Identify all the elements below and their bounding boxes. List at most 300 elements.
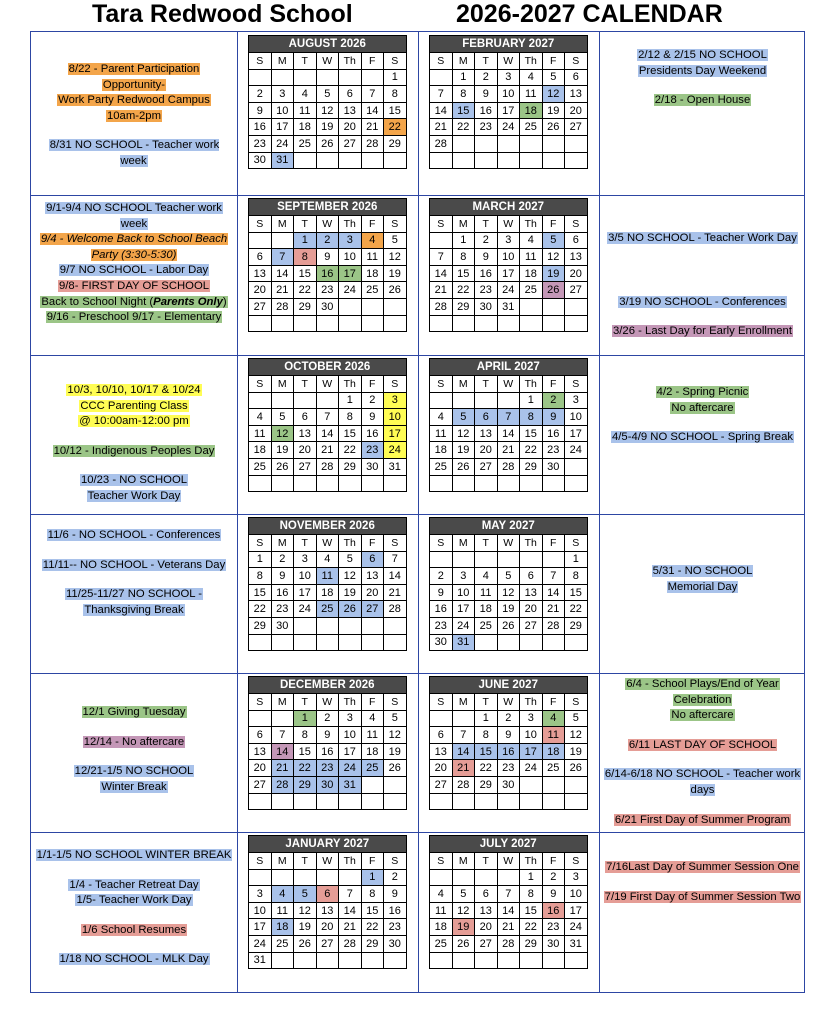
empty-cell — [339, 69, 362, 86]
empty-cell — [384, 152, 407, 169]
day-cell: 5 — [452, 886, 475, 903]
column-divider — [599, 32, 600, 992]
day-cell: 4 — [520, 232, 543, 249]
weekday-header: F — [542, 216, 565, 233]
weekday-header: F — [361, 53, 384, 70]
event-note-line: 11/25-11/27 NO SCHOOL - — [65, 588, 203, 601]
empty-cell — [475, 135, 498, 152]
weekday-header: S — [565, 376, 588, 393]
left-notes-panel — [35, 383, 233, 519]
empty-cell — [249, 69, 272, 86]
empty-cell — [475, 551, 498, 568]
empty-cell — [316, 793, 339, 810]
day-cell: 30 — [361, 458, 384, 475]
day-cell: 20 — [361, 584, 384, 601]
weekday-header: S — [384, 376, 407, 393]
right-notes-panel — [603, 677, 802, 842]
empty-cell — [452, 869, 475, 886]
empty-cell — [249, 475, 272, 492]
day-cell: 22 — [565, 601, 588, 618]
day-cell: 30 — [316, 776, 339, 793]
month-calendar — [248, 676, 407, 810]
weekday-header: S — [430, 216, 453, 233]
day-cell: 13 — [249, 265, 272, 282]
weekday-header: F — [361, 694, 384, 711]
day-cell: 8 — [520, 409, 543, 426]
day-cell: 9 — [542, 886, 565, 903]
day-cell: 3 — [271, 86, 294, 103]
empty-cell — [339, 475, 362, 492]
empty-cell — [452, 793, 475, 810]
day-cell: 17 — [497, 265, 520, 282]
day-cell: 11 — [361, 727, 384, 744]
day-cell: 13 — [520, 584, 543, 601]
day-cell: 20 — [520, 601, 543, 618]
day-cell: 17 — [565, 902, 588, 919]
empty-cell — [565, 315, 588, 332]
day-cell: 15 — [520, 902, 543, 919]
day-cell: 18 — [361, 743, 384, 760]
column-divider — [418, 32, 419, 992]
event-note-line: Presidents Day Weekend — [638, 64, 767, 77]
event-note-line: 3/5 NO SCHOOL - Teacher Work Day — [608, 232, 797, 244]
day-cell: 17 — [339, 265, 362, 282]
event-note-line: 9/7 NO SCHOOL - Labor Day — [59, 264, 209, 277]
day-cell: 27 — [475, 935, 498, 952]
empty-cell — [294, 793, 317, 810]
day-cell: 21 — [497, 919, 520, 936]
empty-cell — [384, 617, 407, 634]
day-cell: 8 — [520, 886, 543, 903]
day-cell: 22 — [452, 119, 475, 136]
day-cell: 27 — [430, 776, 453, 793]
day-cell: 5 — [339, 551, 362, 568]
day-cell: 12 — [384, 249, 407, 266]
day-cell: 21 — [430, 119, 453, 136]
calendar-grid — [30, 31, 805, 993]
day-cell: 5 — [565, 710, 588, 727]
day-cell: 18 — [294, 119, 317, 136]
day-cell: 10 — [249, 902, 272, 919]
event-note-line: Thanksgiving Break — [84, 603, 184, 616]
empty-cell — [249, 793, 272, 810]
month-calendar — [248, 35, 407, 169]
day-cell: 22 — [520, 919, 543, 936]
day-cell: 1 — [249, 551, 272, 568]
day-cell: 22 — [452, 282, 475, 299]
day-cell: 9 — [384, 886, 407, 903]
event-note — [35, 138, 233, 169]
weekday-header: T — [294, 376, 317, 393]
day-cell: 19 — [339, 584, 362, 601]
event-note-line: 6/14-6/18 NO SCHOOL - Teacher work — [604, 768, 801, 781]
day-cell: 24 — [497, 119, 520, 136]
event-note — [605, 860, 800, 876]
day-cell: 17 — [294, 584, 317, 601]
day-cell: 9 — [249, 102, 272, 119]
day-cell: 3 — [339, 232, 362, 249]
day-cell: 20 — [430, 760, 453, 777]
day-cell: 18 — [520, 265, 543, 282]
day-cell: 12 — [542, 86, 565, 103]
day-cell: 7 — [497, 886, 520, 903]
day-cell: 17 — [249, 919, 272, 936]
day-cell: 19 — [452, 919, 475, 936]
weekday-header: S — [565, 53, 588, 70]
weekday-header: Th — [339, 535, 362, 552]
day-cell: 29 — [384, 135, 407, 152]
weekday-header: Th — [520, 376, 543, 393]
event-note-line: 4/2 - Spring Picnic — [656, 386, 749, 398]
day-cell: 5 — [542, 232, 565, 249]
day-cell: 24 — [497, 282, 520, 299]
empty-cell — [339, 298, 362, 315]
day-cell: 9 — [430, 584, 453, 601]
day-cell: 14 — [271, 265, 294, 282]
empty-cell — [271, 793, 294, 810]
empty-cell — [249, 634, 272, 651]
empty-cell — [361, 315, 384, 332]
day-cell: 23 — [249, 135, 272, 152]
event-note — [57, 62, 211, 124]
day-cell: 18 — [271, 919, 294, 936]
day-cell: 29 — [294, 298, 317, 315]
day-cell: 1 — [520, 392, 543, 409]
day-cell: 7 — [497, 409, 520, 426]
month-title: NOVEMBER 2026 — [248, 517, 407, 534]
left-notes-panel — [35, 201, 233, 326]
day-cell: 23 — [475, 282, 498, 299]
empty-cell — [542, 551, 565, 568]
day-cell: 12 — [452, 902, 475, 919]
day-cell: 7 — [430, 249, 453, 266]
event-note — [36, 848, 233, 864]
weekday-header: T — [294, 853, 317, 870]
day-cell: 6 — [249, 249, 272, 266]
day-cell: 15 — [475, 743, 498, 760]
empty-cell — [452, 475, 475, 492]
weekday-header: S — [384, 53, 407, 70]
day-cell: 16 — [271, 584, 294, 601]
empty-cell — [316, 152, 339, 169]
day-cell: 19 — [384, 265, 407, 282]
row-divider — [31, 195, 804, 196]
day-cell: 29 — [520, 458, 543, 475]
day-cell: 23 — [497, 760, 520, 777]
day-cell: 4 — [520, 69, 543, 86]
day-cell: 26 — [384, 282, 407, 299]
day-cell: 8 — [475, 727, 498, 744]
event-note-line: Back to School Night (Parents Only) — [41, 295, 227, 308]
day-cell: 2 — [249, 86, 272, 103]
empty-cell — [384, 952, 407, 969]
month-calendar — [429, 35, 588, 169]
empty-cell — [316, 617, 339, 634]
empty-cell — [475, 152, 498, 169]
month-title: AUGUST 2026 — [248, 35, 407, 52]
day-cell: 4 — [361, 710, 384, 727]
day-cell: 28 — [430, 298, 453, 315]
day-cell: 18 — [542, 743, 565, 760]
day-cell: 21 — [497, 442, 520, 459]
day-cell: 2 — [316, 232, 339, 249]
event-note-line: 10/3, 10/10, 10/17 & 10/24 — [67, 384, 201, 396]
day-cell: 22 — [339, 442, 362, 459]
weekday-header: T — [475, 376, 498, 393]
empty-cell — [452, 135, 475, 152]
empty-cell — [294, 392, 317, 409]
right-notes-panel — [603, 564, 802, 609]
empty-cell — [249, 315, 272, 332]
day-cell: 11 — [249, 425, 272, 442]
day-cell: 1 — [520, 869, 543, 886]
month-title: JUNE 2027 — [429, 676, 588, 693]
day-cell: 15 — [520, 425, 543, 442]
day-cell: 5 — [316, 86, 339, 103]
day-cell: 14 — [452, 743, 475, 760]
day-cell: 19 — [452, 442, 475, 459]
empty-cell — [565, 952, 588, 969]
day-cell: 8 — [452, 249, 475, 266]
day-cell: 4 — [430, 409, 453, 426]
empty-cell — [430, 392, 453, 409]
empty-cell — [430, 152, 453, 169]
day-cell: 12 — [452, 425, 475, 442]
day-cell: 23 — [430, 617, 453, 634]
day-cell: 21 — [316, 442, 339, 459]
weekday-header: Th — [520, 853, 543, 870]
empty-cell — [294, 634, 317, 651]
month-title: OCTOBER 2026 — [248, 358, 407, 375]
day-cell: 3 — [565, 869, 588, 886]
empty-cell — [316, 69, 339, 86]
day-cell: 27 — [361, 601, 384, 618]
day-cell: 24 — [565, 919, 588, 936]
day-cell: 13 — [339, 102, 362, 119]
day-cell: 27 — [475, 458, 498, 475]
day-cell: 27 — [520, 617, 543, 634]
empty-cell — [497, 869, 520, 886]
empty-cell — [475, 315, 498, 332]
empty-cell — [384, 793, 407, 810]
empty-cell — [294, 152, 317, 169]
day-cell: 25 — [361, 282, 384, 299]
day-cell: 19 — [542, 102, 565, 119]
event-note-line: CCC Parenting Class — [80, 399, 188, 412]
day-cell: 19 — [565, 743, 588, 760]
event-note-line: 1/1-1/5 NO SCHOOL WINTER BREAK — [36, 849, 232, 861]
right-notes-panel — [603, 48, 802, 123]
month-calendar — [248, 517, 407, 651]
weekday-header: M — [271, 694, 294, 711]
day-cell: 16 — [316, 265, 339, 282]
day-cell: 1 — [384, 69, 407, 86]
empty-cell — [430, 793, 453, 810]
day-cell: 8 — [384, 86, 407, 103]
day-cell: 11 — [520, 86, 543, 103]
day-cell: 21 — [430, 282, 453, 299]
day-cell: 30 — [542, 458, 565, 475]
day-cell: 25 — [316, 601, 339, 618]
day-cell: 5 — [497, 568, 520, 585]
empty-cell — [384, 315, 407, 332]
day-cell: 28 — [497, 935, 520, 952]
day-cell: 25 — [294, 135, 317, 152]
empty-cell — [384, 475, 407, 492]
day-cell: 19 — [294, 919, 317, 936]
empty-cell — [542, 793, 565, 810]
day-cell: 13 — [475, 425, 498, 442]
day-cell: 20 — [565, 102, 588, 119]
day-cell: 13 — [565, 86, 588, 103]
event-note-line: 2/18 - Open House — [654, 94, 751, 107]
right-notes-panel — [603, 860, 802, 919]
weekday-header: F — [361, 376, 384, 393]
day-cell: 2 — [475, 69, 498, 86]
empty-cell — [497, 152, 520, 169]
day-cell: 17 — [497, 102, 520, 119]
day-cell: 30 — [497, 776, 520, 793]
day-cell: 14 — [497, 425, 520, 442]
weekday-header: T — [294, 535, 317, 552]
day-cell: 19 — [384, 743, 407, 760]
event-note — [59, 263, 209, 279]
empty-cell — [249, 710, 272, 727]
day-cell: 28 — [316, 458, 339, 475]
empty-cell — [361, 617, 384, 634]
event-note-line: 6/21 First Day of Summer Program — [614, 813, 791, 826]
day-cell: 6 — [565, 69, 588, 86]
empty-cell — [565, 135, 588, 152]
day-cell: 10 — [294, 568, 317, 585]
day-cell: 15 — [294, 265, 317, 282]
empty-cell — [452, 152, 475, 169]
weekday-header: M — [452, 216, 475, 233]
event-note — [47, 528, 222, 544]
day-cell: 2 — [430, 568, 453, 585]
day-cell: 4 — [542, 710, 565, 727]
left-notes-panel — [35, 848, 233, 982]
event-note — [45, 201, 223, 232]
day-cell: 13 — [430, 743, 453, 760]
day-cell: 29 — [249, 617, 272, 634]
weekday-header: T — [475, 53, 498, 70]
empty-cell — [249, 392, 272, 409]
day-cell: 9 — [316, 727, 339, 744]
day-cell: 1 — [452, 232, 475, 249]
empty-cell — [497, 634, 520, 651]
empty-cell — [520, 551, 543, 568]
weekday-header: W — [497, 216, 520, 233]
weekday-header: Th — [520, 53, 543, 70]
weekday-header: T — [475, 694, 498, 711]
day-cell: 6 — [294, 409, 317, 426]
empty-cell — [565, 634, 588, 651]
event-note-line: 9/4 - Welcome Back to School Beach — [40, 233, 228, 246]
day-cell: 17 — [384, 425, 407, 442]
month-calendar — [248, 198, 407, 332]
day-cell: 1 — [361, 869, 384, 886]
event-note-line: Celebration — [673, 693, 732, 706]
day-cell: 1 — [339, 392, 362, 409]
empty-cell — [339, 869, 362, 886]
empty-cell — [271, 869, 294, 886]
empty-cell — [361, 634, 384, 651]
weekday-header: T — [294, 694, 317, 711]
day-cell: 16 — [384, 902, 407, 919]
empty-cell — [361, 69, 384, 86]
day-cell: 20 — [475, 442, 498, 459]
weekday-header: T — [294, 53, 317, 70]
empty-cell — [430, 710, 453, 727]
event-note-line: 6/4 - School Plays/End of Year — [626, 678, 779, 690]
day-cell: 17 — [565, 425, 588, 442]
day-cell: 25 — [430, 458, 453, 475]
event-note-line: 10/12 - Indigenous Peoples Day — [53, 444, 215, 457]
event-note-line: 8/22 - Parent Participation — [68, 63, 200, 75]
day-cell: 14 — [361, 102, 384, 119]
weekday-header: M — [271, 535, 294, 552]
day-cell: 11 — [294, 102, 317, 119]
day-cell: 11 — [430, 902, 453, 919]
day-cell: 25 — [475, 617, 498, 634]
event-note-line: 9/16 - Preschool 9/17 - Elementary — [46, 311, 222, 324]
empty-cell — [497, 475, 520, 492]
day-cell: 19 — [316, 119, 339, 136]
day-cell: 25 — [271, 935, 294, 952]
empty-cell — [361, 475, 384, 492]
empty-cell — [475, 793, 498, 810]
weekday-header: W — [316, 853, 339, 870]
weekday-header: T — [475, 216, 498, 233]
day-cell: 4 — [430, 886, 453, 903]
day-cell: 4 — [475, 568, 498, 585]
event-note-line: 10/23 - NO SCHOOL — [80, 474, 188, 487]
empty-cell — [294, 869, 317, 886]
empty-cell — [497, 392, 520, 409]
day-cell: 4 — [361, 232, 384, 249]
day-cell: 28 — [384, 601, 407, 618]
empty-cell — [271, 392, 294, 409]
empty-cell — [316, 315, 339, 332]
day-cell: 20 — [475, 919, 498, 936]
month-calendar — [429, 676, 588, 810]
event-note-line: 4/5-4/9 NO SCHOOL - Spring Break — [611, 431, 794, 444]
empty-cell — [384, 298, 407, 315]
weekday-header: M — [452, 53, 475, 70]
weekday-header: Th — [520, 535, 543, 552]
event-note-line: 7/19 First Day of Summer Session Two — [604, 890, 801, 903]
day-cell: 12 — [384, 727, 407, 744]
event-note-line: 7/16Last Day of Summer Session One — [606, 861, 799, 873]
day-cell: 15 — [294, 743, 317, 760]
day-cell: 9 — [271, 568, 294, 585]
school-name: Tara Redwood School — [92, 0, 353, 28]
day-cell: 16 — [497, 743, 520, 760]
weekday-header: M — [271, 216, 294, 233]
empty-cell — [565, 458, 588, 475]
empty-cell — [452, 315, 475, 332]
day-cell: 2 — [271, 551, 294, 568]
event-note-line: 2/12 & 2/15 NO SCHOOL — [638, 49, 767, 61]
day-cell: 20 — [294, 442, 317, 459]
day-cell: 31 — [339, 776, 362, 793]
day-cell: 28 — [430, 135, 453, 152]
weekday-header: S — [384, 216, 407, 233]
day-cell: 29 — [565, 617, 588, 634]
day-cell: 14 — [430, 102, 453, 119]
weekday-header: S — [249, 853, 272, 870]
